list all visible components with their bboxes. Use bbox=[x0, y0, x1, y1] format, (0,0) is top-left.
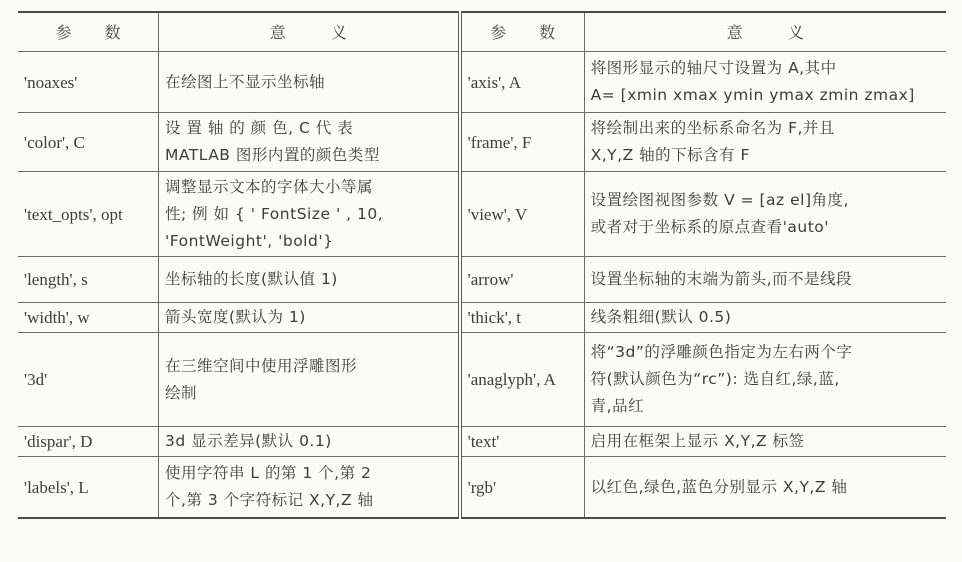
meaning-line: 线条粗细(默认 0.5) bbox=[590, 308, 732, 326]
meaning-line: 3d 显示差异(默认 0.1) bbox=[164, 432, 332, 450]
table-row bbox=[18, 333, 946, 427]
table-row bbox=[18, 172, 946, 257]
meaning-line: 将“3d”的浮雕颜色指定为左右两个字 bbox=[590, 343, 853, 361]
header-param-right-label: 参 数 bbox=[490, 22, 556, 42]
table-row bbox=[18, 113, 946, 172]
param-cell-right: 'axis', A bbox=[460, 52, 585, 113]
param-cell-left: 'width', w bbox=[18, 303, 158, 333]
param-cell-left: 'text_opts', opt bbox=[18, 172, 158, 257]
table-header-row bbox=[18, 12, 946, 52]
meaning-cell-left bbox=[158, 333, 459, 427]
meaning-cell-right bbox=[584, 52, 946, 113]
param-cell-right: 'rgb' bbox=[460, 457, 585, 519]
param-cell-left: 'length', s bbox=[18, 257, 158, 303]
header-param-left-label: 参 数 bbox=[55, 22, 121, 42]
param-cell-left: 'dispar', D bbox=[18, 427, 158, 457]
meaning-cell-left bbox=[158, 303, 459, 333]
meaning-cell-left bbox=[158, 427, 459, 457]
meaning-line: 以红色,绿色,蓝色分别显示 X,Y,Z 轴 bbox=[590, 477, 848, 496]
meaning-line: 调整显示文本的字体大小等属 bbox=[164, 177, 373, 196]
meaning-cell-right bbox=[584, 303, 946, 333]
param-cell-right: 'anaglyph', A bbox=[460, 333, 585, 427]
meaning-line: 在三维空间中使用浮雕图形 bbox=[164, 356, 357, 375]
parameter-table bbox=[18, 11, 946, 519]
meaning-cell-left bbox=[158, 113, 459, 172]
meaning-cell-right bbox=[584, 172, 946, 257]
table-row bbox=[18, 457, 946, 519]
param-cell-right: 'frame', F bbox=[460, 113, 585, 172]
meaning-line: 或者对于坐标系的原点查看'auto' bbox=[590, 218, 830, 236]
param-cell-left: 'labels', L bbox=[18, 457, 158, 519]
meaning-line: 使用字符串 L 的第 1 个,第 2 bbox=[164, 464, 372, 482]
meaning-line: 设置绘图视图参数 V = [az el]角度, bbox=[590, 191, 849, 209]
meaning-cell-right bbox=[584, 113, 946, 172]
meaning-line: 绘制 bbox=[164, 383, 197, 402]
param-cell-right: 'thick', t bbox=[460, 303, 585, 333]
header-meaning-right bbox=[584, 12, 946, 52]
table-row bbox=[18, 303, 946, 333]
meaning-line: 在绘图上不显示坐标轴 bbox=[164, 72, 325, 91]
meaning-cell-left bbox=[158, 172, 459, 257]
parameter-table-page bbox=[18, 11, 946, 519]
meaning-line: 箭头宽度(默认为 1) bbox=[164, 308, 306, 326]
meaning-cell-right bbox=[584, 257, 946, 303]
table-row bbox=[18, 257, 946, 303]
meaning-line: 将图形显示的轴尺寸设置为 A,其中 bbox=[590, 59, 837, 77]
meaning-line: A= [xmin xmax ymin ymax zmin zmax] bbox=[590, 86, 915, 104]
header-meaning-right-label: 意 义 bbox=[726, 22, 804, 42]
meaning-line: 个,第 3 个字符标记 X,Y,Z 轴 bbox=[164, 491, 374, 509]
meaning-line: 性; 例 如 { ' FontSize ' , 10, bbox=[164, 204, 384, 223]
header-param-left bbox=[18, 12, 158, 52]
meaning-cell-left bbox=[158, 52, 459, 113]
meaning-line: 坐标轴的长度(默认值 1) bbox=[164, 270, 338, 288]
meaning-cell-left bbox=[158, 257, 459, 303]
meaning-cell-left bbox=[158, 457, 459, 519]
param-cell-right: 'text' bbox=[460, 427, 585, 457]
meaning-cell-right bbox=[584, 457, 946, 519]
header-meaning-left-label: 意 义 bbox=[269, 22, 347, 42]
meaning-line: 'FontWeight', 'bold'} bbox=[164, 231, 334, 250]
meaning-line: 启用在框架上显示 X,Y,Z 标签 bbox=[590, 432, 805, 450]
header-meaning-left bbox=[158, 12, 459, 52]
meaning-line: 设置坐标轴的末端为箭头,而不是线段 bbox=[590, 270, 853, 288]
table-row bbox=[18, 52, 946, 113]
meaning-cell-right bbox=[584, 427, 946, 457]
meaning-line: 青,品红 bbox=[590, 397, 645, 415]
param-cell-right: 'arrow' bbox=[460, 257, 585, 303]
meaning-line: X,Y,Z 轴的下标含有 F bbox=[590, 146, 750, 164]
param-cell-left: 'color', C bbox=[18, 113, 158, 172]
meaning-line: 符(默认颜色为“rc”): 选自红,绿,蓝, bbox=[590, 370, 840, 388]
table-row bbox=[18, 427, 946, 457]
meaning-line: 将绘制出来的坐标系命名为 F,并且 bbox=[590, 119, 835, 137]
meaning-line: 设 置 轴 的 颜 色, C 代 表 bbox=[164, 119, 354, 137]
param-cell-left: 'noaxes' bbox=[18, 52, 158, 113]
param-cell-right: 'view', V bbox=[460, 172, 585, 257]
meaning-line: MATLAB 图形内置的颜色类型 bbox=[164, 146, 380, 164]
param-cell-left: '3d' bbox=[18, 333, 158, 427]
meaning-cell-right bbox=[584, 333, 946, 427]
header-param-right bbox=[460, 12, 585, 52]
